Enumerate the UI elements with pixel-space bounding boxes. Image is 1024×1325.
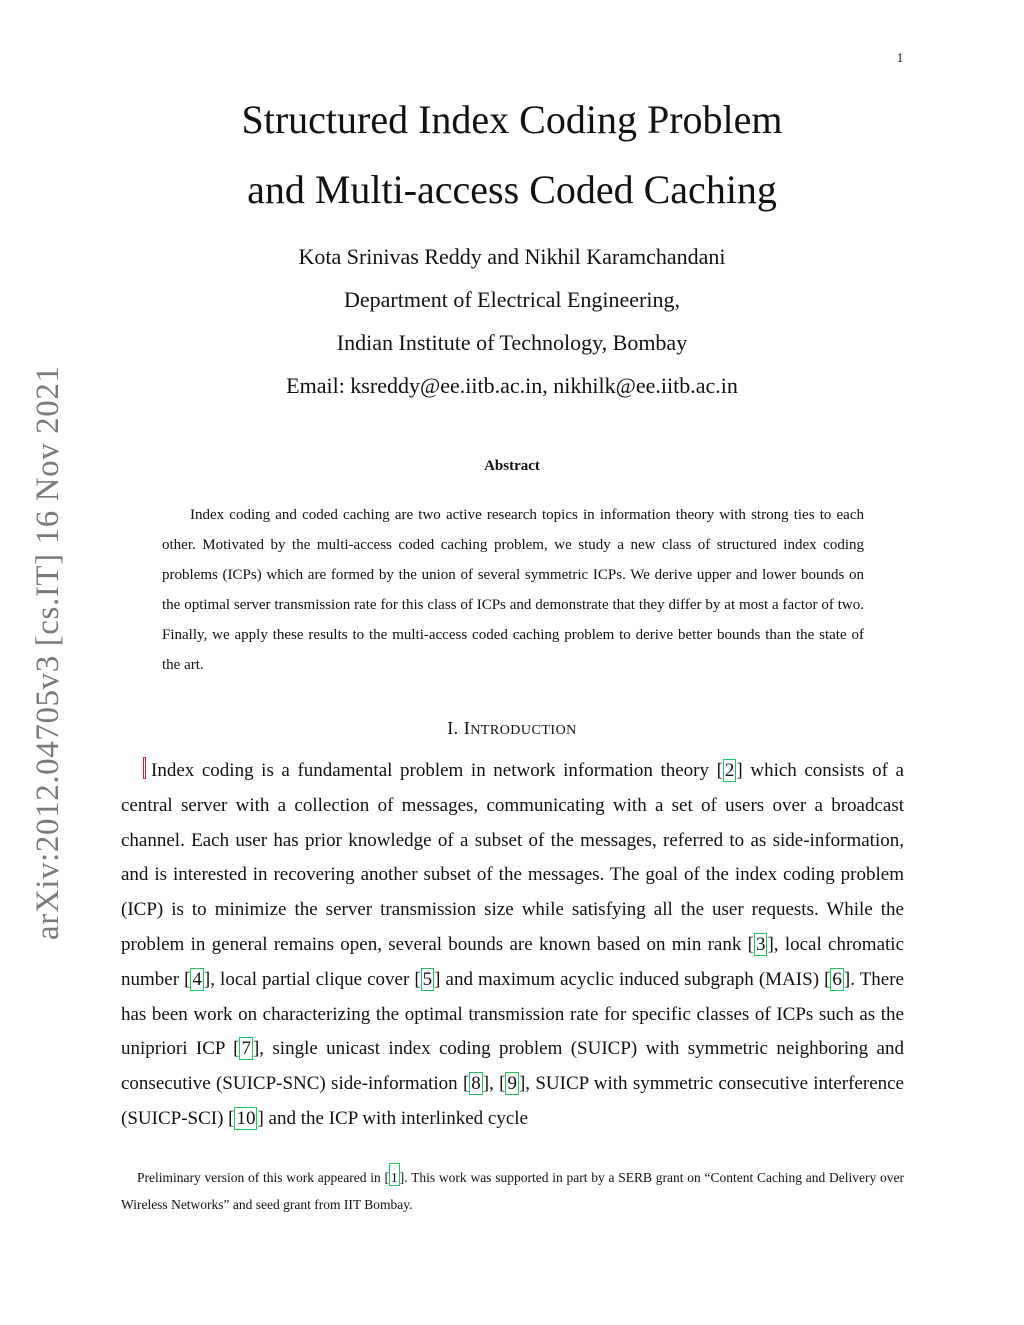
citation-link[interactable]: 2 (724, 760, 735, 781)
citation-link[interactable]: 4 (192, 968, 202, 990)
footnote-text: Preliminary version of this work appeared in [ (137, 1170, 390, 1185)
intro-text: Index coding is a fundamental problem in network information theory [ (151, 760, 723, 781)
citation-link[interactable]: 7 (241, 1038, 251, 1060)
intro-text: ] and the ICP with interlinked cycle (257, 1107, 528, 1129)
change-marker (143, 757, 146, 779)
intro-text: ] and maximum acyclic induced subgraph (MAIS) [ (434, 968, 831, 990)
introduction-paragraph (121, 754, 904, 1137)
abstract-text: Index coding and coded caching are two active research topics in information theory with strong ties to each other. Motivated by the multi-access coded caching problem, we study a new class of structured index coding problems (ICPs) which are formed by the union of several symmetric ICPs. We derive upper and lower bounds on the optimal server transmission rate for this class of ICPs and demonstrate that they differ by at most a factor of two. Finally, we apply these results to the multi-access coded caching problem to derive better bounds than the state of the art. (162, 507, 864, 673)
citation-link[interactable]: 8 (471, 1073, 481, 1095)
citation-link[interactable]: 1 (389, 1163, 400, 1186)
intro-text: ], [ (482, 1073, 506, 1095)
citation-link[interactable]: 6 (832, 968, 842, 990)
intro-text: ], local partial clique cover [ (203, 968, 421, 990)
page-number: 1 (896, 50, 904, 65)
footnote (121, 1164, 904, 1218)
section-title-first-letter: I (463, 718, 471, 738)
section-heading-introduction (0, 718, 1024, 739)
intro-text: ], SUICP with symmetric consecutive interference (SUICP-SCI) [ (121, 1073, 904, 1129)
intro-text: ], single unicast index coding problem (SUICP) with symmetric neighboring and consecutive (SUICP-SNC) side-information [ (121, 1038, 904, 1095)
abstract-heading: Abstract (484, 458, 540, 474)
footnote-text: ]. This work was supported in part by a SERB grant on “Content Caching and Delivery over Wireless Networks” and seed grant from IIT Bombay. (121, 1170, 905, 1212)
author-institute: Indian Institute of Technology, Bombay (336, 330, 688, 355)
section-numeral: I. (447, 718, 459, 738)
citation-link[interactable]: 9 (507, 1073, 517, 1095)
intro-text: ], local chromatic number [ (121, 933, 905, 990)
citation-link[interactable]: 10 (236, 1107, 256, 1129)
author-department: Department of Electrical Engineering, (344, 287, 680, 312)
citation-link[interactable]: 3 (755, 933, 766, 955)
intro-text: ]. There has been work on characterizing the optimal transmission rate for specific classes of ICPs such as the unipriori ICP [ (121, 968, 904, 1060)
intro-text: ] which consists of a central server with a collection of messages, communicating with a set of users over a broadcast channel. Each user has prior knowledge of a subset of the messages, referred to as side-information, and is interested in recovering another subset of the messages. The goal of the index coding problem (ICP) is to minimize the server transmission size while satisfying all the user requests. While the problem in general remains open, several bounds are known based on min rank [ (121, 760, 904, 955)
author-email: Email: ksreddy@ee.iitb.ac.in, nikhilk@ee.iitb.ac.in (286, 373, 738, 398)
paper-title-line-1: Structured Index Coding Problem (241, 97, 783, 142)
paper-title-line-2: and Multi-access Coded Caching (247, 167, 777, 212)
arxiv-identifier-stamp: arXiv:2012.04705v3 [cs.IT] 16 Nov 2021 (30, 365, 66, 940)
author-names: Kota Srinivas Reddy and Nikhil Karamchandani (298, 244, 726, 269)
section-title-small-caps: NTRODUCTION (470, 723, 577, 738)
citation-link[interactable]: 5 (422, 968, 433, 990)
